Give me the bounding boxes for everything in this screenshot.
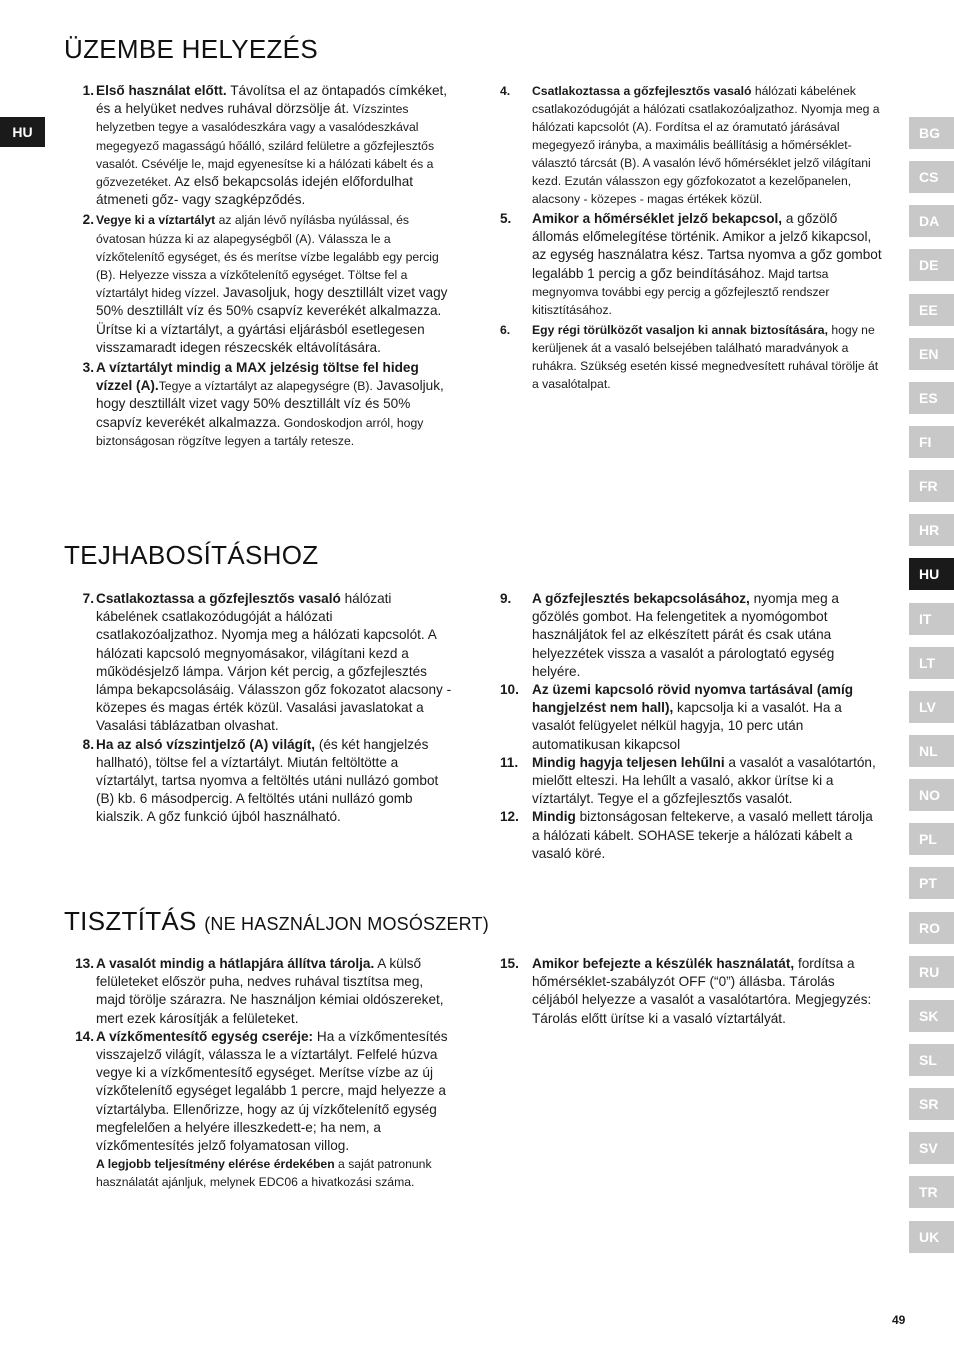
item-number: 3. bbox=[82, 360, 94, 376]
list-item-12 bbox=[500, 808, 884, 863]
list-item-15 bbox=[500, 955, 884, 1028]
item-heading: A vasalót mindig a hátlapjára állítva tárolja. bbox=[96, 956, 375, 971]
list-item-4 bbox=[500, 82, 884, 208]
item-heading: Egy régi törülközőt vasaljon ki annak biztosítására, bbox=[532, 323, 828, 338]
frothing-right-column bbox=[500, 590, 884, 863]
cleaning-left-column bbox=[64, 955, 456, 1192]
language-tab-ee[interactable]: EE bbox=[909, 294, 954, 326]
item-heading: A víztartályt mindig a MAX jelzésig töltse fel hideg vízzel (A). bbox=[96, 360, 419, 394]
cleaning-right-column bbox=[500, 955, 884, 1028]
item-heading: Mindig hagyja teljesen lehűlni bbox=[532, 754, 725, 770]
language-tab-fi[interactable]: FI bbox=[909, 426, 954, 458]
item-heading: Az üzemi kapcsoló rövid nyomva tartásával (amíg hangjelzést nem hall), bbox=[532, 682, 854, 716]
item-text: (és két hangjelzés hallható), töltse fel a víztartályt. Miután feltöltötte a víztartályt, tartsa nyomva a feltöltés utáni nullázó gombot (B) kb. 6 másodpercig. A feltöltés utáni nullázó gomb kialszik. A gőz funkció újból használható. bbox=[96, 736, 439, 825]
list-item-9 bbox=[500, 590, 884, 681]
item-number: 7. bbox=[82, 591, 94, 606]
item-number: 10. bbox=[500, 682, 519, 698]
item-number: 2. bbox=[82, 212, 94, 228]
item-heading: Amikor befejezte a készülék használatát, bbox=[532, 956, 795, 971]
item-number: 8. bbox=[82, 736, 94, 752]
item-text: Vízszintes helyzetben tegye a vasalódeszkára vagy a vasalódeszkával megegyező magasságú hőálló, szilárd felületre a gőzfejlesztős vasalót. Csévélje le, majd egyenesítse ki a hálózati kábelt és a gőzvezetéket. bbox=[96, 102, 435, 190]
language-tab-hr[interactable]: HR bbox=[909, 514, 954, 546]
language-tab-it[interactable]: IT bbox=[909, 603, 954, 635]
list-item-6 bbox=[500, 321, 884, 393]
list-item-14 bbox=[64, 1028, 456, 1192]
language-tab-sr[interactable]: SR bbox=[909, 1088, 954, 1120]
language-tab-nl[interactable]: NL bbox=[909, 735, 954, 767]
item-text: Javasoljuk, hogy desztillált vizet vagy 50% desztillált víz és 50% csapvíz keverékét alkalmazza. bbox=[96, 378, 444, 430]
list-item-1 bbox=[64, 82, 456, 209]
item-heading: A gőzfejlesztés bekapcsolásához, bbox=[532, 591, 750, 606]
language-tab-hu[interactable]: HU bbox=[909, 558, 954, 590]
language-tab-en[interactable]: EN bbox=[909, 338, 954, 370]
language-tab-es[interactable]: ES bbox=[909, 382, 954, 414]
language-tab-da[interactable]: DA bbox=[909, 205, 954, 237]
item-text: az alján lévő nyílásba nyúlással, és óvatosan húzza ki az alapegységből (A). Válassza le a vízkőtelenítő egységet, és és merítse vízbe legalább egy percig (B). Helyezze vissza a vízkőtelenítő egységet. Töltse fel a víztartályt hideg vízzel. bbox=[96, 213, 439, 301]
item-number: 1. bbox=[82, 83, 94, 98]
language-tab-hu: HU bbox=[0, 117, 45, 147]
language-tab-bg[interactable]: BG bbox=[909, 117, 954, 149]
item-heading: Első használat előtt. bbox=[96, 83, 227, 98]
language-tab-ru[interactable]: RU bbox=[909, 956, 954, 988]
item-heading: Csatlakoztassa a gőzfejlesztős vasaló bbox=[532, 84, 752, 98]
item-text: Ha a vízkőmentesítés visszajelző világít, válassza le a víztartályt. Felfelé húzva vegye ki a vízkőmentesítő egységet. Merítse vízbe az új vízkőtelenítő egységet legalább 1 percre, majd helyezze a víztartályba. Ellenőrizze, hogy az új vízkőtelenítő egység megfelelően a helyére illeszkedett-e; ha nem, a vízkőmentesítés jelző folyamatosan villog. bbox=[96, 1028, 448, 1154]
item-heading: Csatlakoztassa a gőzfejlesztős vasaló bbox=[96, 591, 341, 606]
item-heading: A vízkőmentesítő egység cseréje: bbox=[96, 1028, 314, 1044]
item-text: nyomja meg a gőzölés gombot. Ha felengetitek a nyomógombot használjátok fel az elkészített párát és csak utána helyezzétek vissza a vasalót a párologtató egység helyére. bbox=[532, 591, 839, 679]
item-text: hálózati kábelének csatlakozódugóját a hálózati csatlakozóaljzathoz. Nyomja meg a hálózati kapcsolót (A). Fordítsa el az óramutató járásával megegyező irányba, a maximális beállításig a hőmérséklet-választó tárcsát (B). A vasalón lévő hőmérséklet jelző világítani kezd. Ezután válasszon egy gőzfokozatot a kezelőpanelen, alacsony - közepes - magas értékek közül. bbox=[532, 84, 880, 206]
list-item-3 bbox=[64, 359, 456, 450]
item-text: hálózati kábelének csatlakozódugóját a hálózati csatlakozóaljzathoz. Nyomja meg a hálózati kapcsolót. A hálózati kapcsoló megnyomásakor, világítani kezd a működésjelző lámpa. Várjon két percig, a gőzfejlesztés lámpa bekapcsolásáig. Válasszon gőz fokozatot alacsony - közepes és magas érték közül. Vasalási javaslatokat a Vasalási táblázatban olvashat. bbox=[96, 591, 452, 734]
setup-left-column bbox=[64, 82, 456, 450]
language-tab-pl[interactable]: PL bbox=[909, 823, 954, 855]
item-text: fordítsa a hőmérséklet-szabályzót OFF (“0”) állásba. Tárolás céljából helyezze a vasalót a vasalótartóra. Megjegyzés: Tárolás előtt ürítse ki a vasaló víztartályát. bbox=[532, 956, 872, 1026]
item-heading: A legjobb teljesítmény elérése érdekében bbox=[96, 1157, 335, 1172]
list-item-13 bbox=[64, 955, 456, 1028]
item-text: a saját patronunk használatát ajánljuk, melynek EDC06 a hivatkozási száma. bbox=[96, 1157, 432, 1190]
language-tab-lv[interactable]: LV bbox=[909, 691, 954, 723]
item-text: A külső felületeket először puha, nedves ruhával tisztítsa meg, majd törölje szárazra. Ne használjon kémiai oldószereket, mert ezek károsítják a felületeket. bbox=[96, 956, 444, 1026]
section-title-setup: ÜZEMBE HELYEZÉS bbox=[64, 34, 318, 64]
item-number: 6. bbox=[500, 323, 511, 338]
item-text: Tegye a víztartályt az alapegységre (B). bbox=[158, 379, 373, 394]
language-tab-tr[interactable]: TR bbox=[909, 1176, 954, 1208]
section-title-milk-frothing: TEJHABOSÍTÁSHOZ bbox=[64, 540, 319, 570]
item-heading: Ha az alsó vízszintjelző (A) világít, bbox=[96, 736, 316, 752]
item-heading: Amikor a hőmérséklet jelző bekapcsol, bbox=[532, 211, 783, 226]
section-title-cleaning bbox=[64, 906, 489, 937]
language-tab-fr[interactable]: FR bbox=[909, 470, 954, 502]
item-text: a vasalót a vasalótartón, mielőtt elteszi. Ha lehűlt a vasaló, akkor ürítse ki a víztartályt. Tegye el a gőzfejlesztős vasalót. bbox=[532, 754, 876, 807]
language-tab-sk[interactable]: SK bbox=[909, 1000, 954, 1032]
list-item-5 bbox=[500, 210, 884, 319]
item-text: Az első bekapcsolás idején előfordulhat átmeneti gőz- vagy szagképződés. bbox=[96, 174, 414, 208]
language-index bbox=[909, 117, 954, 1265]
language-tab-sl[interactable]: SL bbox=[909, 1044, 954, 1076]
item-number: 5. bbox=[500, 211, 512, 226]
language-tab-ro[interactable]: RO bbox=[909, 912, 954, 944]
cleaning-subtitle: (NE HASZNÁLJON MOSÓSZERT) bbox=[204, 914, 489, 934]
item-text: Majd tartsa megnyomva további egy percig a gőzfejlesztő rendszer kitisztításához. bbox=[532, 266, 830, 318]
item-number: 13. bbox=[75, 956, 94, 971]
item-number: 4. bbox=[500, 84, 511, 98]
item-text: a gőzölő állomás előmelegítése történik. Amikor a jelző kikapcsol, az egység használatra kész. Tartsa nyomva a gőz gombot legalább 1 percig a gőz beindításához. bbox=[532, 211, 882, 281]
list-item-7 bbox=[64, 590, 456, 736]
list-item-8 bbox=[64, 736, 456, 827]
language-tab-lt[interactable]: LT bbox=[909, 647, 954, 679]
item-text: Távolítsa el az öntapadós címkéket, és a helyüket nedves ruhával dörzsölje át. bbox=[96, 83, 448, 117]
item-number: 9. bbox=[500, 591, 512, 606]
list-item-2 bbox=[64, 211, 456, 357]
item-number: 14. bbox=[75, 1028, 94, 1044]
item-text: kapcsolja ki a vasalót. Ha a vasalót felügyelet nélkül hagyja, 10 perc után automatikusan kikapcsol bbox=[532, 700, 842, 752]
frothing-left-column bbox=[64, 590, 456, 827]
language-tab-pt[interactable]: PT bbox=[909, 867, 954, 899]
list-item-11 bbox=[500, 754, 884, 809]
page-number: 49 bbox=[892, 1313, 906, 1327]
setup-right-column bbox=[500, 82, 884, 393]
language-tab-cs[interactable]: CS bbox=[909, 161, 954, 193]
item-number: 11. bbox=[500, 754, 519, 770]
language-tab-sv[interactable]: SV bbox=[909, 1132, 954, 1164]
item-heading: Vegye ki a víztartályt bbox=[96, 213, 216, 228]
list-item-10 bbox=[500, 681, 884, 754]
language-tab-de[interactable]: DE bbox=[909, 249, 954, 281]
language-tab-uk[interactable]: UK bbox=[909, 1221, 954, 1253]
cleaning-title-text: TISZTÍTÁS bbox=[64, 906, 197, 936]
item-number: 12. bbox=[500, 809, 519, 825]
language-tab-no[interactable]: NO bbox=[909, 779, 954, 811]
item-text: Javasoljuk, hogy desztillált vizet vagy 50% desztillált víz és 50% csapvíz keverékét alkalmazza. Ürítse ki a víztartályt, a gyártási eljárásból esetlegesen visszamaradt idegen részecskék eltávolítására. bbox=[96, 285, 448, 355]
item-text: biztonságosan feltekerve, a vasaló mellett tárolja a hálózati kábelt. SOHASE tekerje a hálózati kábelt a vasaló köré. bbox=[532, 809, 873, 861]
item-text: Gondoskodjon arról, hogy biztonságosan rögzítve legyen a tartály retesze. bbox=[96, 415, 424, 448]
item-text: hogy ne kerüljenek át a vasaló belsejében található maradványok a ruhákra. Szükség esetén kissé megnedvesített ruhával törölje át a vasalótalpat. bbox=[532, 323, 879, 392]
item-heading: Mindig bbox=[532, 809, 576, 825]
item-number: 15. bbox=[500, 956, 519, 971]
